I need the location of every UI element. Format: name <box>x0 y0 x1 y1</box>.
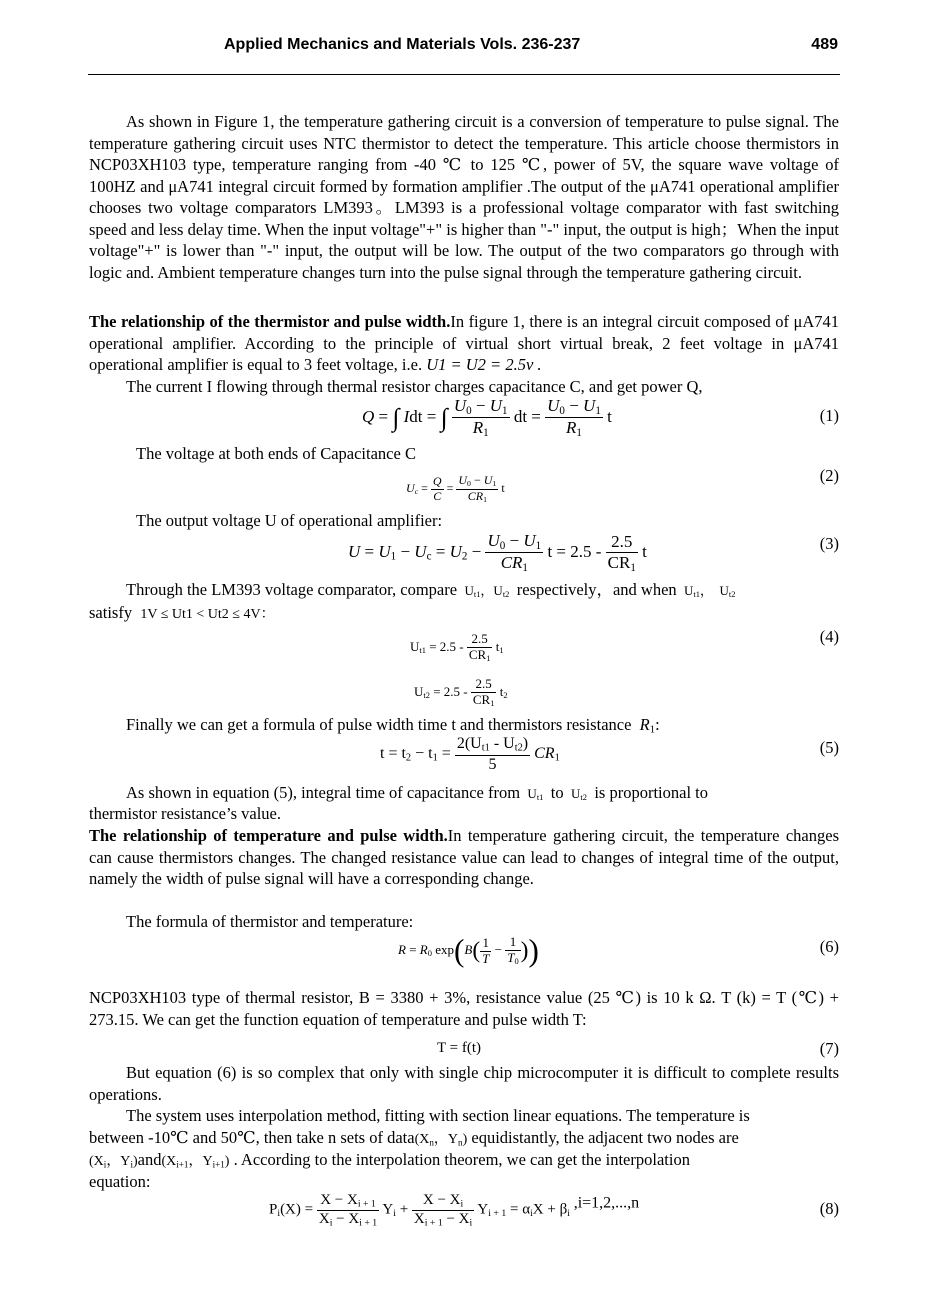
current-text: The current I flowing through thermal resistor charges capacitance C, and get power Q, <box>126 377 703 396</box>
but-paragraph: But equation (6) is so complex that only with single chip microcomputer it is difficult to complete results operations. <box>89 1063 839 1104</box>
equation-5: $t = t_2 - t_1$ = $\frac{2(U_{t1} - U_{t2})}{5}$ $CR_1$ <box>380 735 560 773</box>
finally-text: Finally we can get a formula of pulse width time t and thermistors resistance $R_1$: <box>126 715 660 736</box>
equation-2: $U_c$ = $\frac{Q}{C}$ = $\frac{U_0 - U_1}{CR_1}$ t <box>406 473 505 504</box>
equation-number-6: (6) <box>819 937 839 956</box>
system-line-1: The system uses interpolation method, fitting with section linear equations. The temperature is <box>126 1106 750 1125</box>
equation-number-2: (2) <box>819 466 839 485</box>
equation-number-1: (1) <box>819 406 839 425</box>
section-text-1: In figure 1, there is an integral circuit composed of μA741 operational amplifier. According to the principle of virtual short virtual break, 2 feet voltage in μA741 operational amplifier is equal to 3 feet voltage, i.e. <box>89 312 839 374</box>
journal-title: Applied Mechanics and Materials Vols. 236-237 <box>224 36 581 53</box>
equation-number-8: (8) <box>819 1199 839 1218</box>
system-line-2: between -10℃ and 50℃, then take n sets of $data(X_n$，$Y_n$) equidistantly, the adjacent two nodes are <box>89 1128 739 1148</box>
ncp-paragraph: NCP03XH103 type of thermal resistor, B = 3380 + 3%, resistance value (25 ℃) is 10 k Ω. T (k) = T (℃) + 273.15. We can get the function equation of temperature and pulse width T: <box>89 988 839 1029</box>
header-rule <box>88 74 840 75</box>
equation-8: $P_i(X)$ = $\frac{X - X_{i + 1}}{X_i - X_{i + 1}}$ $Y_i$ + $\frac{X - X_i}{X_{i + 1} - X_i}$ $Y_{i + 1} = \alpha_iX + \beta_i$ ,i=1,2,...,n <box>269 1192 640 1229</box>
section-thermistor-pulse <box>89 311 839 376</box>
equation-4b: $U_{t2} = 2.5$ - $\frac{2.5}{CR_1}$ $t_2$ <box>414 676 508 709</box>
intro-paragraph: As shown in Figure 1, the temperature gathering circuit is a conversion of temperature to pulse signal. The temperature gathering circuit uses NTC thermistor to detect the temperature. This article choose thermistors in NCP03XH103 type, temperature ranging from -40 ℃ to 125 ℃, power of 5V, the square wave voltage of 100HZ and μA741 integral circuit formed by formation amplifier .The output of the μA741 operational amplifier chooses two voltage comparators LM393。LM393 is a professional voltage comparator with fast switching speed and less delay time. When the input voltage"+" is higher than "-" input, the output is high；When the input voltage"+" is lower than "-" input, the output will be low. The output of the two comparators go through with logic and. Ambient temperature changes turn into the pulse signal through the temperature gathering circuit. <box>89 112 839 282</box>
equation-number-7: (7) <box>819 1039 839 1058</box>
system-line-3: ($X_i$，$Y_i)and(X_{i+1}$，$Y_{i+1}$) . According to the interpolation theorem, we can get the interpolation <box>89 1150 690 1170</box>
equation-3: $U = U_1 - U_c = U_2$ − $\frac{U_0 - U_1}{CR_1}$ t = 2.5 - $\frac{2.5}{CR_1}$ t <box>348 531 647 575</box>
equation-1: Q = ∫ Idt = ∫ $\frac{U_0 - U_1}{R_1}$ dt = $\frac{U_0 - U_1}{R_1}$ t <box>362 396 612 440</box>
formula-text: The formula of thermistor and temperature: <box>126 912 414 931</box>
page-number: 489 <box>811 36 838 53</box>
section-text-2: In temperature gathering circuit, the temperature changes can cause thermistors changes. The changed resistance value can lead to changes of integral time of the output, namely the width of pulse signal will have a corresponding change. <box>89 826 839 888</box>
page-header <box>88 36 840 58</box>
section-temperature-pulse <box>89 825 839 890</box>
as-shown-5-line2: thermistor resistance’s value. <box>89 804 281 823</box>
equation-number-3: (3) <box>819 534 839 553</box>
through-text: Through the LM393 voltage comparator, compare $U_{t1}$，$U_{t2}$ respectively，and when $U_{t1}$， $U_{t2}$ <box>126 580 736 600</box>
output-voltage-text: The output voltage U of operational amplifier: <box>136 511 443 530</box>
condition-inequality: 1V ≤ Ut1 < Ut2 ≤ 4V： <box>140 607 275 622</box>
satisfy-text: satisfy 1V ≤ Ut1 < Ut2 ≤ 4V： <box>89 603 275 622</box>
equation-7: T = f(t) <box>437 1040 482 1056</box>
equation-8-range: ,i=1,2,...,n <box>573 1194 640 1212</box>
equation-number-5: (5) <box>819 738 839 757</box>
system-line-4: equation: <box>89 1172 151 1191</box>
section-heading-1: The relationship of the thermistor and pulse width. <box>89 312 451 331</box>
capacitance-text: The voltage at both ends of Capacitance C <box>136 444 416 463</box>
equation-6: $R = R_0$ exp(B( $\frac{1}{T}$ − $\frac{1}{T_0}$ )) <box>398 933 539 968</box>
inline-equation-u1u2: U1 = U2 = 2.5v . <box>426 355 542 374</box>
equation-4a: $U_{t1} = 2.5$ - $\frac{2.5}{CR_1}$ $t_1$ <box>410 631 504 664</box>
section-heading-2: The relationship of temperature and pulse width. <box>89 826 448 845</box>
equation-number-4: (4) <box>819 627 839 646</box>
as-shown-5-text: As shown in equation (5), integral time of capacitance from $U_{t1}$ to $U_{t2}$ is proportional to <box>126 783 708 803</box>
